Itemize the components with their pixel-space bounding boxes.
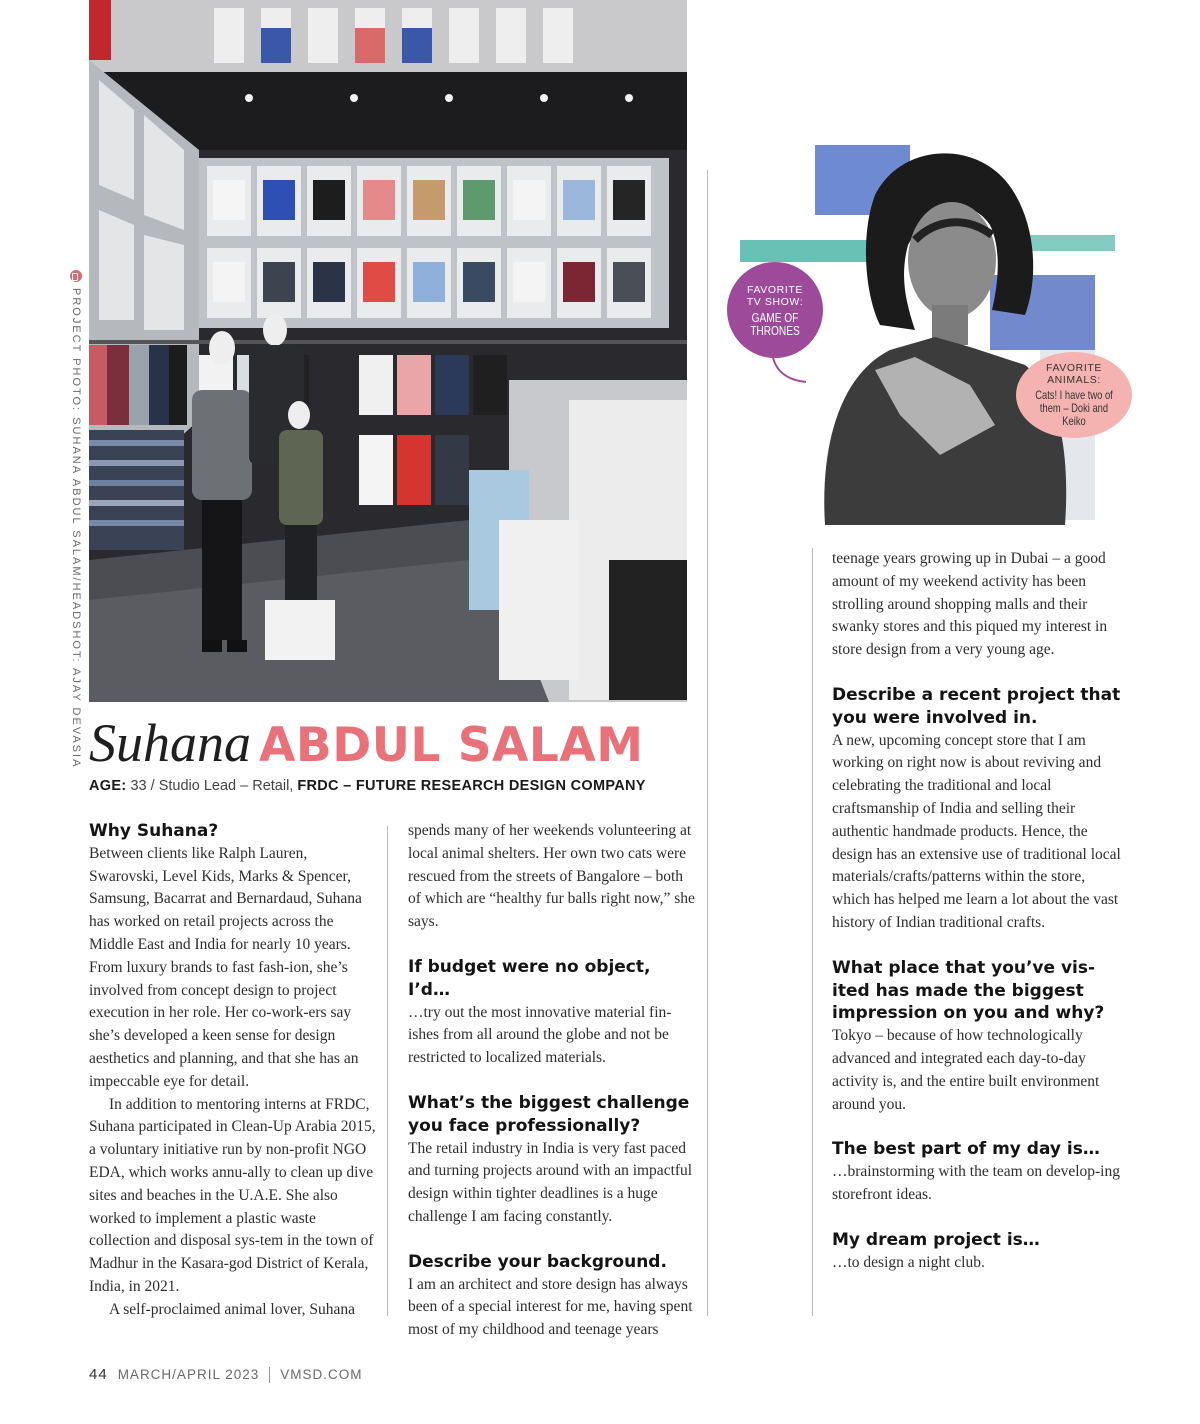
section-heading: What place that you’ve vis-ited has made the biggest impression on you and why? (832, 957, 1105, 1024)
column-divider (812, 548, 813, 1316)
body-paragraph: The retail industry in India is very fast paced and turning projects around with an impactful design within tighter deadlines is a huge challenge I am facing constantly. (408, 1139, 693, 1225)
article-column-1 (89, 820, 379, 1322)
age-label: AGE: (89, 778, 127, 794)
body-paragraph: In addition to mentoring interns at FRDC, Suhana participated in Clean-Up Arabia 2015, a voluntary initiative run by non-profit NGO EDA, which works annu-ally to clean up dive sites and beaches in the U.A.E. She also worked to implement a plastic waste collection and disposal sys-tem in the town of Madhur in the Kasara-god District of Kerala, India, in 2021. (89, 1095, 376, 1295)
store-photo (89, 0, 687, 702)
favorite-animals-value: Cats! I have two of them – Doki and Keiko (1035, 388, 1113, 428)
section-heading: Why Suhana? (89, 821, 219, 841)
last-name: ABDUL SALAM (259, 718, 644, 773)
footer-divider (269, 1367, 270, 1383)
body-paragraph: Tokyo – because of how technologically advanced and integrated each day-to-day activity is, and the entire built environment around you. (832, 1027, 1100, 1113)
favorite-animals-bubble (1016, 352, 1132, 438)
body-paragraph: …to design a night club. (832, 1253, 985, 1271)
favorite-tv-bubble (727, 262, 823, 358)
body-paragraph: …brainstorming with the team on develop-ing storefront ideas. (832, 1163, 1120, 1203)
favorite-tv-label: FAVORITE TV SHOW: (746, 283, 804, 308)
section-heading: What’s the biggest challenge you face professionally? (408, 1092, 690, 1136)
camera-icon (70, 270, 82, 282)
body-paragraph: A self-proclaimed animal lover, Suhana (109, 1300, 356, 1318)
article-column-2 (408, 820, 698, 1342)
favorite-tv-value: GAME OF THRONES (750, 309, 800, 338)
site-url: VMSD.COM (280, 1367, 363, 1382)
company-name: FRDC – FUTURE RESEARCH DESIGN COMPANY (297, 778, 646, 794)
subhead (89, 778, 646, 794)
photo-credit (70, 270, 82, 768)
column-divider (387, 826, 388, 1316)
photo-credit-text: PROJECT PHOTO: SUHANA ABDUL SALAM/HEADSHOT: AJAY DEVASIA (70, 288, 82, 769)
article-column-3 (832, 548, 1122, 1274)
section-heading: Describe a recent project that you were involved in. (832, 684, 1121, 728)
body-paragraph: I am an architect and store design has always been of a special interest for me, having spent most of my childhood and teenage years (408, 1275, 693, 1339)
body-paragraph: A new, upcoming concept store that I am working on right now is about reviving and celebrating the traditional and local craftsmanship of India and selling their authentic handmade products. Hence, the design has an extensive use of traditional local materials/crafts/patterns within the store, which has helped me learn a lot about the vast history of Indian traditional crafts. (832, 731, 1121, 931)
body-paragraph: Between clients like Ralph Lauren, Swarovski, Level Kids, Marks & Spencer, Samsung, Bacarrat and Bernardaud, Suhana has worked on retail projects across the Middle East and India for nearly 10 years. From luxury brands to fast fash-ion, she’s involved from concept design to project execution in her role. Her co-work-ers say she’s developed a keen sense for design aesthetics and planning, and that she has an impeccable eye for detail. (89, 844, 362, 1090)
section-heading: If budget were no object, I’d… (408, 956, 651, 1000)
section-heading: The best part of my day is… (832, 1139, 1100, 1160)
first-name: Suhana (89, 713, 251, 773)
body-paragraph: …try out the most innovative material fin-ishes from all around the globe and not be restricted to localized materials. (408, 1003, 672, 1067)
body-paragraph-continued: teenage years growing up in Dubai – a good amount of my weekend activity has been strolling around shopping malls and their swanky stores and this piqued my interest in store design from a very young age. (832, 550, 1108, 659)
issue-date: MARCH/APRIL 2023 (117, 1367, 260, 1382)
column-divider (707, 170, 708, 1316)
page-number: 44 (89, 1366, 108, 1383)
favorite-animals-label: FAVORITE ANIMALS: (1046, 362, 1102, 386)
body-paragraph-continued: spends many of her weekends volunteering at local animal shelters. Her own two cats were rescued from the streets of Bangalore – both of which are “healthy fur balls right now,” she says. (408, 822, 695, 931)
name-heading (89, 712, 709, 788)
section-heading: Describe your background. (408, 1251, 667, 1272)
page-footer (89, 1366, 363, 1383)
age-role: 33 / Studio Lead – Retail, (130, 778, 294, 794)
section-heading: My dream project is… (832, 1229, 1040, 1250)
